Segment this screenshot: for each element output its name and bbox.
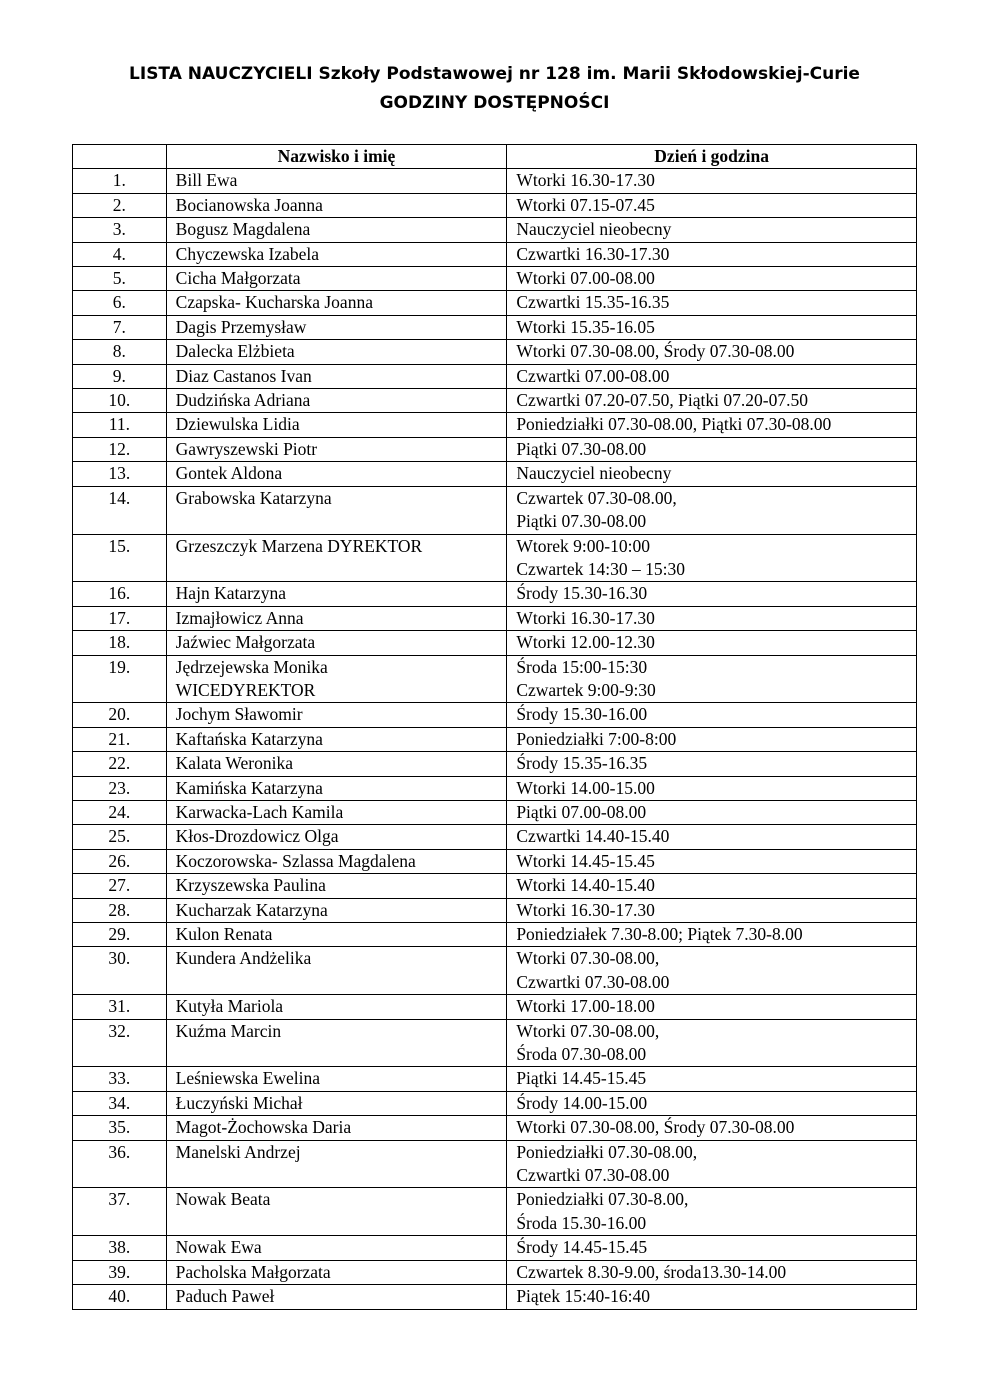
teacher-name [166, 364, 507, 388]
teacher-name [166, 1116, 507, 1140]
availability-hours [507, 291, 917, 315]
availability-line: Wtorki 07.15-07.45 [516, 194, 655, 215]
teacher-name [166, 752, 507, 776]
row-number: 16. [73, 582, 167, 606]
teacher-name [166, 413, 507, 437]
row-number: 20. [73, 703, 167, 727]
availability-line: Środa 15:00-15:30 [516, 656, 648, 677]
availability-line: Piątek 15:40-16:40 [516, 1286, 650, 1307]
row-number: 28. [73, 898, 167, 922]
table-row [73, 340, 917, 364]
teacher-name [166, 655, 507, 703]
table-row [73, 1285, 917, 1309]
teacher-name [166, 874, 507, 898]
teacher-name-line: Kalata Weronika [175, 753, 293, 774]
table-row [73, 413, 917, 437]
teacher-name [166, 898, 507, 922]
availability-line: Czwartek 9:00-9:30 [516, 679, 656, 700]
table-row [73, 267, 917, 291]
teacher-name-line: Krzyszewska Paulina [175, 875, 326, 896]
availability-hours [507, 582, 917, 606]
header-name: Nazwisko i imię [166, 145, 507, 169]
table-row [73, 218, 917, 242]
table-row [73, 752, 917, 776]
row-number: 17. [73, 606, 167, 630]
availability-hours [507, 1236, 917, 1260]
table-row [73, 825, 917, 849]
availability-hours [507, 606, 917, 630]
teacher-name-line: Karwacka-Lach Kamila [175, 801, 344, 822]
row-number: 26. [73, 849, 167, 873]
table-row [73, 242, 917, 266]
table-body [73, 169, 917, 1309]
teacher-name [166, 582, 507, 606]
teacher-name [166, 1236, 507, 1260]
availability-hours [507, 703, 917, 727]
row-number: 3. [73, 218, 167, 242]
row-number: 18. [73, 631, 167, 655]
table-row [73, 291, 917, 315]
availability-line: Czwartki 07.30-08.00 [516, 971, 670, 992]
teacher-name [166, 776, 507, 800]
table-row [73, 437, 917, 461]
table-row [73, 923, 917, 947]
availability-hours [507, 1091, 917, 1115]
teacher-name [166, 462, 507, 486]
row-number: 15. [73, 534, 167, 582]
availability-line: Czwartki 16.30-17.30 [516, 243, 670, 264]
availability-line: Wtorki 17.00-18.00 [516, 996, 655, 1017]
availability-hours [507, 1116, 917, 1140]
teacher-name [166, 606, 507, 630]
availability-line: Czwartek 07.30-08.00, [516, 487, 677, 508]
teacher-name-line: Gontek Aldona [175, 463, 283, 484]
availability-line: Poniedziałki 07.30-08.00, [516, 1141, 698, 1162]
table-row [73, 1236, 917, 1260]
teacher-name-line: Kłos-Drozdowicz Olga [175, 826, 339, 847]
row-number: 22. [73, 752, 167, 776]
row-number: 21. [73, 727, 167, 751]
teacher-name [166, 389, 507, 413]
availability-line: Wtorek 9:00-10:00 [516, 535, 650, 556]
availability-line: Wtorki 16.30-17.30 [516, 607, 655, 628]
row-number: 7. [73, 315, 167, 339]
availability-hours [507, 727, 917, 751]
row-number: 32. [73, 1019, 167, 1067]
teacher-name [166, 703, 507, 727]
teacher-name-line: Chyczewska Izabela [175, 243, 319, 264]
table-row [73, 631, 917, 655]
document-title [0, 60, 989, 118]
teacher-name [166, 1285, 507, 1309]
teacher-name-line: Pacholska Małgorzata [175, 1261, 331, 1282]
table-row [73, 315, 917, 339]
availability-line: Środy 14.00-15.00 [516, 1092, 648, 1113]
row-number: 33. [73, 1067, 167, 1091]
table-row [73, 874, 917, 898]
availability-line: Wtorki 12.00-12.30 [516, 632, 655, 653]
table-row [73, 389, 917, 413]
row-number: 12. [73, 437, 167, 461]
availability-hours [507, 267, 917, 291]
availability-line: Poniedziałki 7:00-8:00 [516, 728, 677, 749]
teacher-name-line: Kuźma Marcin [175, 1020, 282, 1041]
teacher-name [166, 1091, 507, 1115]
availability-line: Wtorki 14.40-15.40 [516, 875, 655, 896]
teacher-name [166, 1140, 507, 1188]
teacher-name-line: Dziewulska Lidia [175, 414, 300, 435]
availability-hours [507, 874, 917, 898]
availability-line: Czwartki 07.30-08.00 [516, 1165, 670, 1186]
availability-line: Wtorki 07.30-08.00, [516, 1020, 660, 1041]
table-row [73, 849, 917, 873]
availability-hours [507, 655, 917, 703]
teacher-name [166, 534, 507, 582]
teacher-name-line: Kulon Renata [175, 924, 273, 944]
row-number: 10. [73, 389, 167, 413]
row-number: 36. [73, 1140, 167, 1188]
teacher-name-line: Nowak Ewa [175, 1237, 262, 1258]
availability-hours [507, 340, 917, 364]
teacher-name [166, 947, 507, 995]
availability-hours [507, 631, 917, 655]
teacher-name-line: Kamińska Katarzyna [175, 777, 323, 798]
row-number: 24. [73, 800, 167, 824]
availability-hours [507, 800, 917, 824]
availability-hours [507, 389, 917, 413]
teacher-name [166, 437, 507, 461]
availability-hours [507, 1260, 917, 1284]
availability-hours [507, 534, 917, 582]
teacher-name [166, 267, 507, 291]
table-row [73, 703, 917, 727]
teacher-name-line: Diaz Castanos Ivan [175, 365, 312, 386]
availability-line: Środa 07.30-08.00 [516, 1044, 647, 1065]
teacher-name-line: Kundera Andżelika [175, 948, 312, 969]
teacher-name [166, 169, 507, 193]
teacher-name [166, 727, 507, 751]
availability-hours [507, 1285, 917, 1309]
table-row [73, 898, 917, 922]
teacher-name [166, 486, 507, 534]
teacher-name [166, 340, 507, 364]
teacher-name-line: Magot-Żochowska Daria [175, 1117, 352, 1138]
availability-line: Czwartek 14:30 – 15:30 [516, 558, 685, 579]
row-number: 34. [73, 1091, 167, 1115]
row-number: 1. [73, 169, 167, 193]
teacher-name-line: Kutyła Mariola [175, 996, 284, 1017]
table-row [73, 1091, 917, 1115]
row-number: 25. [73, 825, 167, 849]
availability-line: Piątki 14.45-15.45 [516, 1068, 647, 1089]
teacher-name [166, 995, 507, 1019]
table-row [73, 727, 917, 751]
table-row [73, 1140, 917, 1188]
availability-line: Środa 15.30-16.00 [516, 1212, 647, 1233]
row-number: 39. [73, 1260, 167, 1284]
availability-hours [507, 825, 917, 849]
table-row [73, 1116, 917, 1140]
teacher-name-line: Bill Ewa [175, 170, 238, 191]
availability-line: Wtorki 14.45-15.45 [516, 850, 655, 871]
row-number: 37. [73, 1188, 167, 1236]
availability-hours [507, 849, 917, 873]
table-row [73, 776, 917, 800]
teacher-name-line: Łuczyński Michał [175, 1092, 303, 1113]
availability-hours [507, 923, 917, 947]
availability-hours [507, 242, 917, 266]
row-number: 5. [73, 267, 167, 291]
availability-line: Środy 15.35-16.35 [516, 753, 648, 774]
availability-line: Wtorki 07.30-08.00, Środy 07.30-08.00 [516, 1117, 795, 1138]
table-row [73, 193, 917, 217]
table-row [73, 655, 917, 703]
availability-hours [507, 315, 917, 339]
table-row [73, 947, 917, 995]
teacher-name [166, 291, 507, 315]
teacher-name-line: Bocianowska Joanna [175, 194, 323, 215]
teacher-name-line: Dagis Przemysław [175, 316, 307, 337]
availability-hours [507, 1140, 917, 1188]
teacher-name-line: Hajn Katarzyna [175, 583, 286, 604]
row-number: 31. [73, 995, 167, 1019]
availability-hours [507, 898, 917, 922]
teacher-name-line: Manelski Andrzej [175, 1141, 301, 1162]
availability-line: Piątki 07.30-08.00 [516, 511, 647, 532]
availability-line: Poniedziałki 07.30-8.00, [516, 1189, 689, 1210]
availability-hours [507, 169, 917, 193]
availability-line: Środy 14.45-15.45 [516, 1237, 648, 1258]
availability-line: Czwartek 8.30-9.00, środa13.30-14.00 [516, 1261, 787, 1282]
teacher-name [166, 849, 507, 873]
row-number: 9. [73, 364, 167, 388]
availability-line: Wtorki 14.00-15.00 [516, 777, 655, 798]
availability-line: Wtorki 15.35-16.05 [516, 316, 655, 337]
row-number: 38. [73, 1236, 167, 1260]
availability-line: Wtorki 07.00-08.00 [516, 268, 655, 289]
availability-hours [507, 1067, 917, 1091]
availability-line: Poniedziałki 07.30-08.00, Piątki 07.30-08.00 [516, 414, 832, 435]
table-row [73, 800, 917, 824]
table-row [73, 169, 917, 193]
availability-line: Piątki 07.30-08.00 [516, 438, 647, 459]
availability-line: Wtorki 07.30-08.00, Środy 07.30-08.00 [516, 341, 795, 362]
teacher-name-line: Jędrzejewska Monika [175, 656, 328, 677]
availability-line: Środy 15.30-16.30 [516, 583, 648, 604]
row-number: 4. [73, 242, 167, 266]
teacher-name [166, 825, 507, 849]
table-row [73, 1019, 917, 1067]
row-number: 23. [73, 776, 167, 800]
row-number: 19. [73, 655, 167, 703]
teachers-table [72, 144, 917, 1310]
teacher-name-line: Leśniewska Ewelina [175, 1068, 320, 1089]
teacher-name [166, 1188, 507, 1236]
table-row [73, 486, 917, 534]
teacher-name-line: WICEDYREKTOR [175, 679, 316, 700]
availability-line: Nauczyciel nieobecny [516, 463, 672, 484]
availability-line: Środy 15.30-16.00 [516, 704, 648, 725]
teacher-name [166, 242, 507, 266]
teacher-name [166, 800, 507, 824]
availability-hours [507, 437, 917, 461]
availability-hours [507, 947, 917, 995]
teacher-name [166, 1019, 507, 1067]
teacher-name-line: Koczorowska- Szlassa Magdalena [175, 850, 416, 871]
table-row [73, 1260, 917, 1284]
row-number: 35. [73, 1116, 167, 1140]
availability-hours [507, 1019, 917, 1067]
teacher-name-line: Grabowska Katarzyna [175, 487, 332, 508]
table-row [73, 534, 917, 582]
availability-line: Wtorki 16.30-17.30 [516, 170, 655, 191]
availability-hours [507, 364, 917, 388]
availability-line: Nauczyciel nieobecny [516, 219, 672, 240]
teacher-name [166, 315, 507, 339]
row-number: 8. [73, 340, 167, 364]
availability-hours [507, 193, 917, 217]
table-row [73, 1188, 917, 1236]
availability-line: Czwartki 07.20-07.50, Piątki 07.20-07.50 [516, 390, 808, 411]
title-line-1: LISTA NAUCZYCIELI Szkoły Podstawowej nr 128 im. Marii Skłodowskiej-Curie [129, 64, 860, 84]
teacher-name-line: Dalecka Elżbieta [175, 341, 295, 362]
row-number: 11. [73, 413, 167, 437]
teacher-name-line: Nowak Beata [175, 1189, 271, 1210]
row-number: 2. [73, 193, 167, 217]
teacher-name-line: Cicha Małgorzata [175, 268, 301, 289]
availability-line: Piątki 07.00-08.00 [516, 801, 647, 822]
row-number: 13. [73, 462, 167, 486]
teacher-name [166, 1067, 507, 1091]
teacher-name-line: Kucharzak Katarzyna [175, 899, 328, 920]
availability-line: Czwartki 15.35-16.35 [516, 292, 670, 313]
table-row [73, 364, 917, 388]
availability-line: Poniedziałek 7.30-8.00; Piątek 7.30-8.00 [516, 924, 803, 944]
header-hours: Dzień i godzina [507, 145, 917, 169]
teacher-name [166, 218, 507, 242]
teacher-name-line: Paduch Paweł [175, 1286, 275, 1307]
availability-hours [507, 1188, 917, 1236]
teacher-name-line: Kaftańska Katarzyna [175, 728, 323, 749]
table-header-row [73, 145, 917, 169]
teacher-name [166, 193, 507, 217]
teacher-name-line: Jochym Sławomir [175, 704, 303, 725]
teacher-name-line: Czapska- Kucharska Joanna [175, 292, 373, 313]
availability-hours [507, 413, 917, 437]
availability-line: Czwartki 07.00-08.00 [516, 365, 670, 386]
availability-hours [507, 218, 917, 242]
availability-hours [507, 462, 917, 486]
table-row [73, 462, 917, 486]
availability-line: Czwartki 14.40-15.40 [516, 826, 670, 847]
availability-hours [507, 995, 917, 1019]
teacher-name-line: Jaźwiec Małgorzata [175, 632, 316, 653]
teacher-name [166, 631, 507, 655]
row-number: 6. [73, 291, 167, 315]
table-row [73, 582, 917, 606]
title-line-2: GODZINY DOSTĘPNOŚCI [379, 93, 610, 113]
row-number: 30. [73, 947, 167, 995]
teacher-name [166, 1260, 507, 1284]
table-row [73, 1067, 917, 1091]
table-row [73, 606, 917, 630]
availability-hours [507, 776, 917, 800]
row-number: 29. [73, 923, 167, 947]
header-number [73, 145, 167, 169]
row-number: 40. [73, 1285, 167, 1309]
teacher-name-line: Gawryszewski Piotr [175, 438, 318, 459]
availability-line: Wtorki 07.30-08.00, [516, 948, 660, 969]
table-row [73, 995, 917, 1019]
row-number: 27. [73, 874, 167, 898]
availability-line: Wtorki 16.30-17.30 [516, 899, 655, 920]
teacher-name [166, 923, 507, 947]
teacher-name-line: Grzeszczyk Marzena DYREKTOR [175, 535, 423, 556]
row-number: 14. [73, 486, 167, 534]
teacher-name-line: Dudzińska Adriana [175, 390, 311, 411]
availability-hours [507, 752, 917, 776]
availability-hours [507, 486, 917, 534]
teacher-name-line: Izmajłowicz Anna [175, 607, 304, 628]
teacher-name-line: Bogusz Magdalena [175, 219, 311, 240]
